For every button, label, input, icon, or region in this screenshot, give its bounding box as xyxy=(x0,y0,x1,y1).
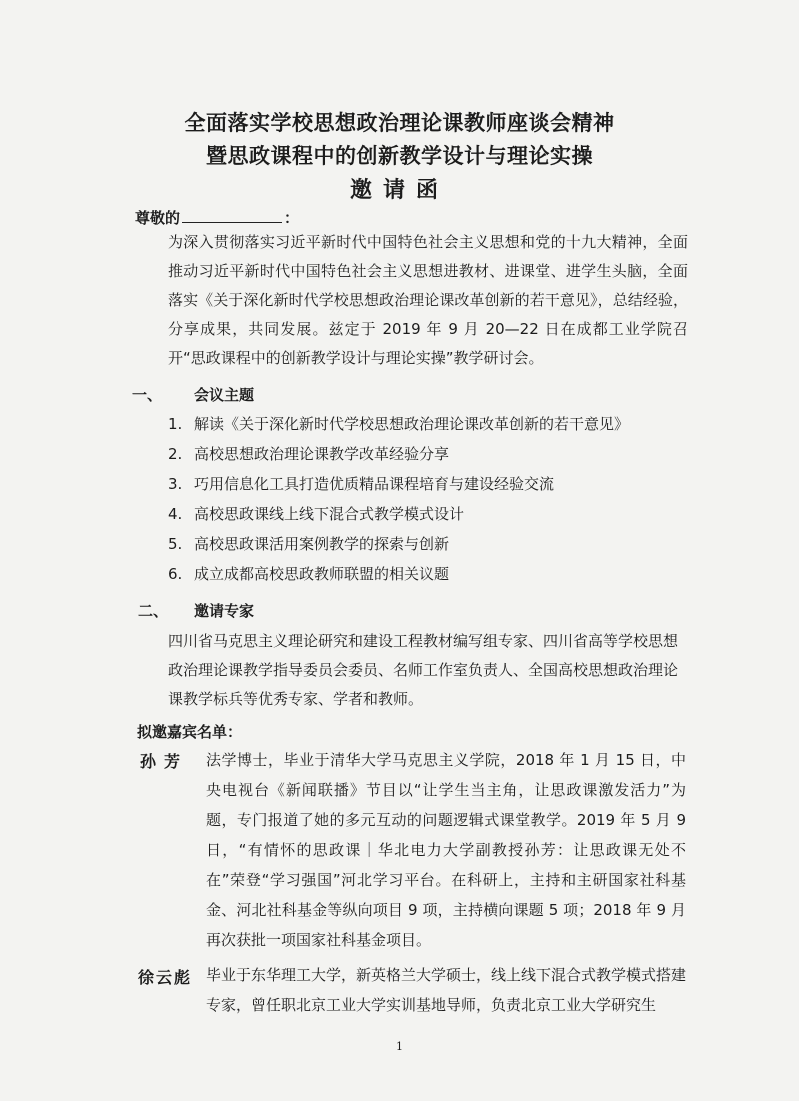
topic-list xyxy=(168,409,629,589)
guest-name: 孙芳 xyxy=(140,752,189,771)
section2-number: 二、 xyxy=(138,602,169,620)
section1-title: 会议主题 xyxy=(194,386,255,404)
section1-number: 一、 xyxy=(132,386,163,404)
guest-bio: 毕业于东华理工大学，新英格兰大学硕士，线上线下混合式教学模式搭建专家，曾任职北京工业大学实训基地导师，负责北京工业大学研究生 xyxy=(206,966,687,1014)
guest-name: 徐云彪 xyxy=(138,968,193,987)
page-number: 1 xyxy=(396,1040,403,1053)
title-line-1: 全面落实学校思想政治理论课教师座谈会精神 xyxy=(184,111,615,135)
salutation-suffix: ： xyxy=(284,209,300,227)
guest-list-title: 拟邀嘉宾名单： xyxy=(137,723,243,741)
experts-paragraph: 四川省马克思主义理论研究和建设工程教材编写组专家、四川省高等学校思想政治理论课教学指导委员会委员、名师工作室负责人、全国高校思想政治理论课教学标兵等优秀专家、学者和教师。 xyxy=(168,632,679,708)
salutation-prefix: 尊敬的 xyxy=(135,209,181,227)
list-item: 6. 成立成都高校思政教师联盟的相关议题 xyxy=(168,565,450,583)
list-item: 2. 高校思想政治理论课教学改革经验分享 xyxy=(168,445,450,463)
title-line-2: 暨思政课程中的创新教学设计与理论实操 xyxy=(206,144,593,168)
guest-bio: 法学博士，毕业于清华大学马克思主义学院，2018 年 1 月 15 日，中央电视台《新闻联播》节目以“让学生当主角，让思政课激发活力”为题，专门报道了她的多元互动的问题逻辑式课堂教学。2019 年 5 月 9 日，“有情怀的思政课｜华北电力大学副教授孙芳：让思政课无处不在”荣登“学习强国”河北学习平台。在科研上，主持和主研国家社科基金、河北社科基金等纵向项目 9 项，主持横向课题 5 项；2018 年 9 月再次获批一项国家社科基金项目。 xyxy=(206,751,686,949)
list-item: 3. 巧用信息化工具打造优质精品课程培育与建设经验交流 xyxy=(168,475,555,493)
list-item: 5. 高校思政课活用案例教学的探索与创新 xyxy=(168,535,450,553)
name-blank-line xyxy=(182,208,282,223)
title-invitation: 邀请函 xyxy=(349,178,449,203)
section2-title: 邀请专家 xyxy=(194,602,255,620)
intro-paragraph: 为深入贯彻落实习近平新时代中国特色社会主义思想和党的十九大精神，全面推动习近平新时代中国特色社会主义思想进教材、进课堂、进学生头脑，全面落实《关于深化新时代学校思想政治理论课改革创新的若干意见》，总结经验，分享成果，共同发展。兹定于 2019 年 9 月 20—22 日在成都工业学院召开“思政课程中的创新教学设计与理论实操”教学研讨会。 xyxy=(168,233,688,367)
salutation xyxy=(135,207,299,228)
list-item: 4. 高校思政课线上线下混合式教学模式设计 xyxy=(168,505,465,523)
list-item: 1. 解读《关于深化新时代学校思想政治理论课改革创新的若干意见》 xyxy=(168,415,630,433)
